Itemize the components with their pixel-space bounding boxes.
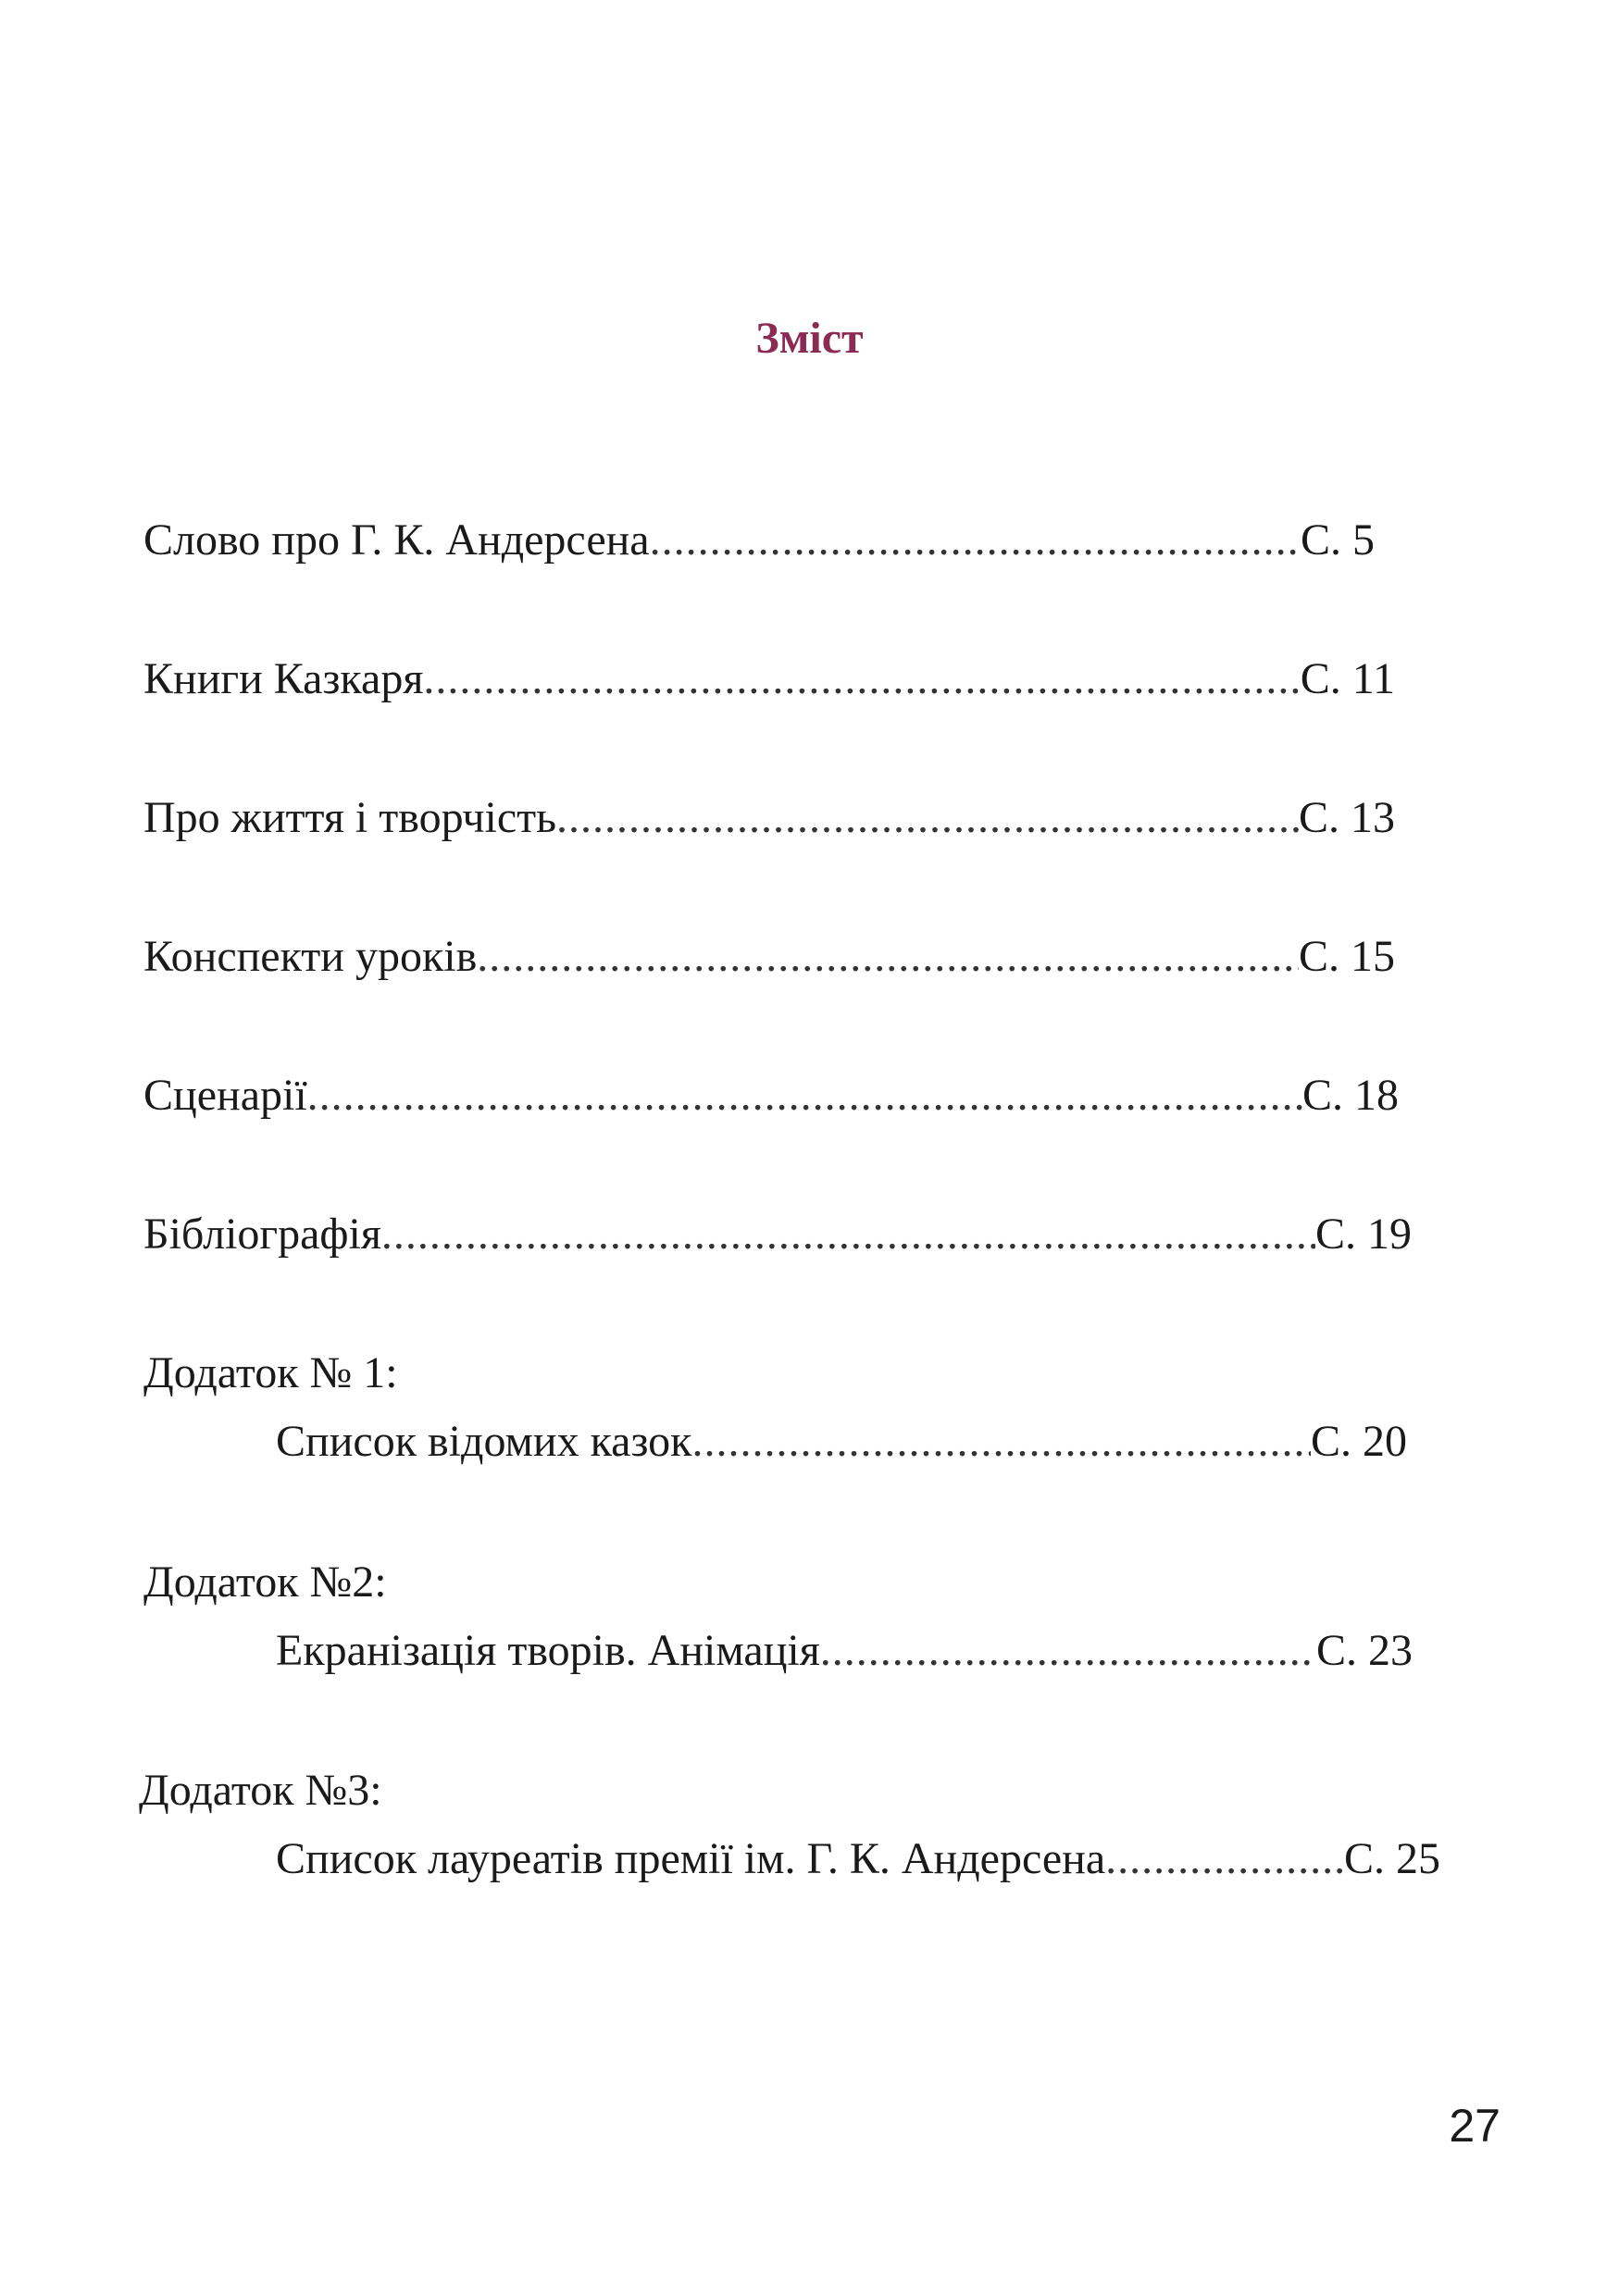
dot-leader [423, 653, 1300, 705]
toc-entry-page: С. 18 [1301, 1071, 1399, 1120]
appendix-entry [276, 1625, 1413, 1677]
dot-leader [381, 1209, 1315, 1260]
toc-entry-page: С. 19 [1314, 1210, 1412, 1259]
toc-entry-page: С. 25 [1343, 1834, 1440, 1883]
appendix-heading: Додаток №3: [139, 1766, 382, 1815]
toc-entry-page: С. 11 [1300, 654, 1395, 703]
toc-entry-label: Про життя і творчість [143, 793, 557, 842]
dot-leader [307, 1070, 1302, 1122]
appendix-heading: Додаток №2: [143, 1558, 387, 1607]
toc-entry [143, 931, 1395, 983]
dot-leader [650, 515, 1301, 566]
toc-entry [143, 653, 1395, 705]
toc-entry-page: С. 23 [1315, 1626, 1413, 1675]
appendix-entry [276, 1416, 1407, 1468]
toc-entry-label: Слово про Г. К. Андерсена [143, 515, 650, 565]
dot-leader [691, 1416, 1311, 1468]
toc-entry-label: Конспекти уроків [143, 932, 478, 981]
dot-leader [477, 931, 1299, 983]
appendix-entry [276, 1833, 1440, 1885]
toc-entry-page: С. 13 [1298, 793, 1395, 842]
toc-entry [143, 1209, 1412, 1260]
toc-entry [143, 792, 1395, 844]
dot-leader [556, 792, 1299, 844]
dot-leader [1105, 1833, 1344, 1885]
dot-leader [820, 1625, 1316, 1677]
toc-entry-label: Список лауреатів премії ім. Г. К. Андерсена [276, 1834, 1106, 1883]
toc-entry-page: С. 15 [1298, 932, 1395, 981]
toc-entry-label: Екранізація творів. Анімація [276, 1626, 820, 1675]
toc-entry-label: Бібліографія [143, 1210, 381, 1259]
appendix-heading: Додаток № 1: [143, 1348, 398, 1397]
toc-entry [143, 515, 1375, 566]
toc-entry-page: С. 20 [1310, 1417, 1407, 1466]
toc-entry-label: Список відомих казок [276, 1417, 692, 1466]
toc-entry-page: С. 5 [1300, 515, 1375, 565]
page-number: 27 [1449, 2100, 1501, 2152]
toc-entry-label: Книги Казкаря [143, 654, 424, 703]
toc-entry [143, 1070, 1399, 1122]
toc-entry-label: Сценарії [143, 1071, 307, 1120]
page-title: Зміст [755, 314, 864, 363]
